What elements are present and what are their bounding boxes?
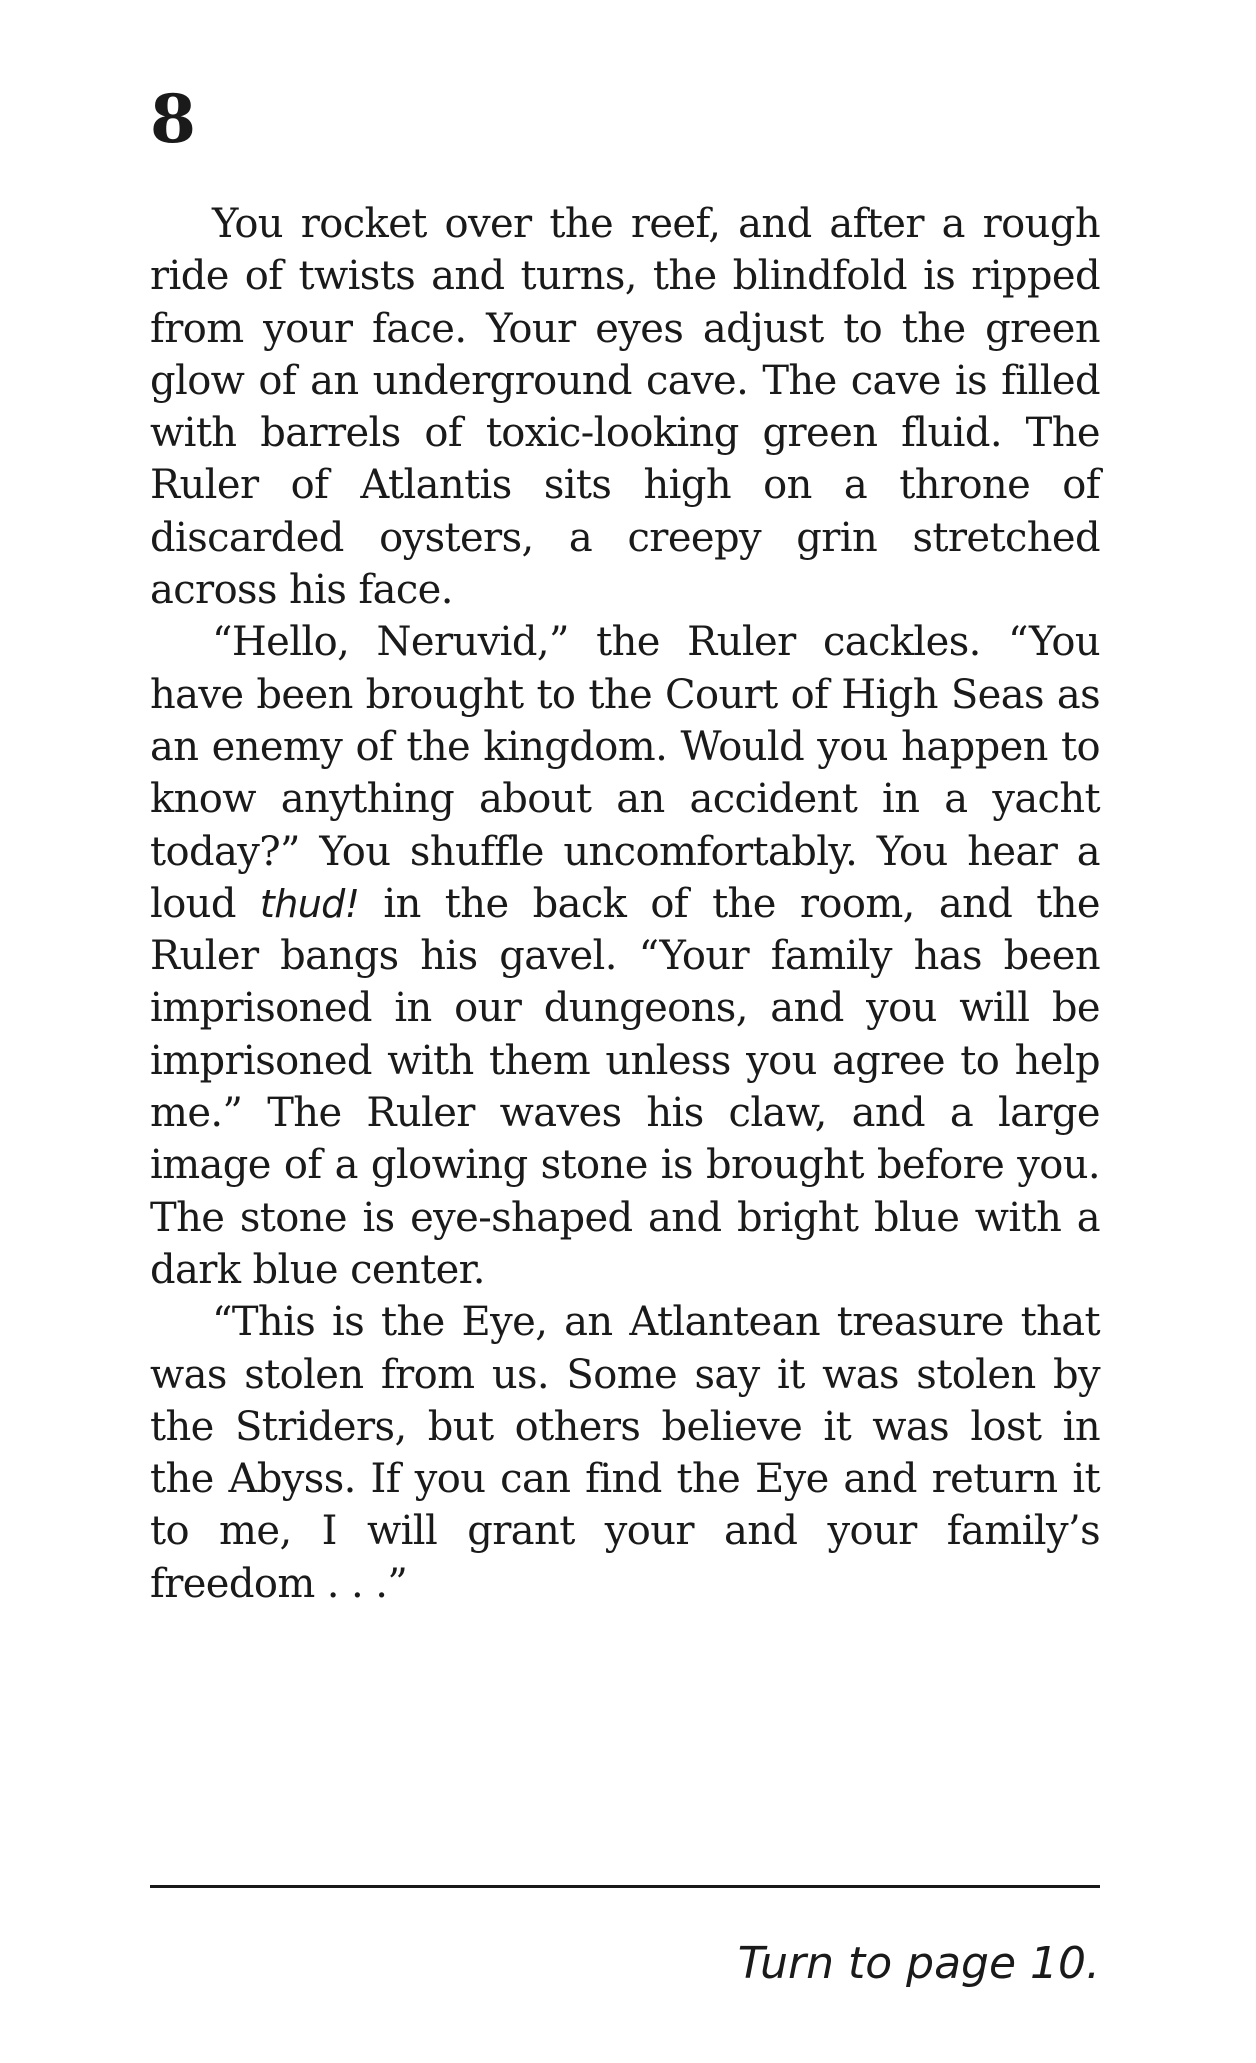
paragraph-2-text-a: “Hello, Neruvid,” the Ruler cackles. “You have been brought to the Court of High Seas as an enemy of the kingdom. Would you happen to know anything about an accident in a yacht today?” You shuffle uncomfortably. You hear a loud bbox=[150, 619, 1100, 927]
turn-to-page-link[interactable]: Turn to page 10. bbox=[737, 1938, 1100, 1989]
paragraph-3-text: “This is the Eye, an Atlantean treasure that was stolen from us. Some say it was stolen by the Striders, but others believe it was lost in the Abyss. If you can find the Eye and return it to me, I will grant your and your family’s freedom . . .” bbox=[150, 1299, 1100, 1607]
story-text bbox=[150, 198, 1100, 1610]
paragraph-1 bbox=[150, 198, 1100, 616]
paragraph-2 bbox=[150, 616, 1100, 1296]
page-number: 8 bbox=[150, 80, 196, 158]
paragraph-2-text-b: in the back of the room, and the Ruler bangs his gavel. “Your family has been imprisoned in our dungeons, and you will be imprisoned with them unless you agree to help me.” The Ruler waves his claw, and a large image of a glowing stone is brought before you. The stone is eye-shaped and bright blue with a dark blue center. bbox=[150, 880, 1100, 1293]
footer-divider bbox=[150, 1885, 1100, 1888]
paragraph-1-text: You rocket over the reef, and after a rough ride of twists and turns, the blindfold is ripped from your face. Your eyes adjust to the green glow of an underground cave. The cave is filled with barrels of toxic-looking green fluid. The Ruler of Atlantis sits high on a throne of discarded oysters, a creepy grin stretched across his face. bbox=[150, 201, 1100, 614]
paragraph-3 bbox=[150, 1296, 1100, 1610]
emphasis-thud: thud! bbox=[259, 881, 360, 926]
